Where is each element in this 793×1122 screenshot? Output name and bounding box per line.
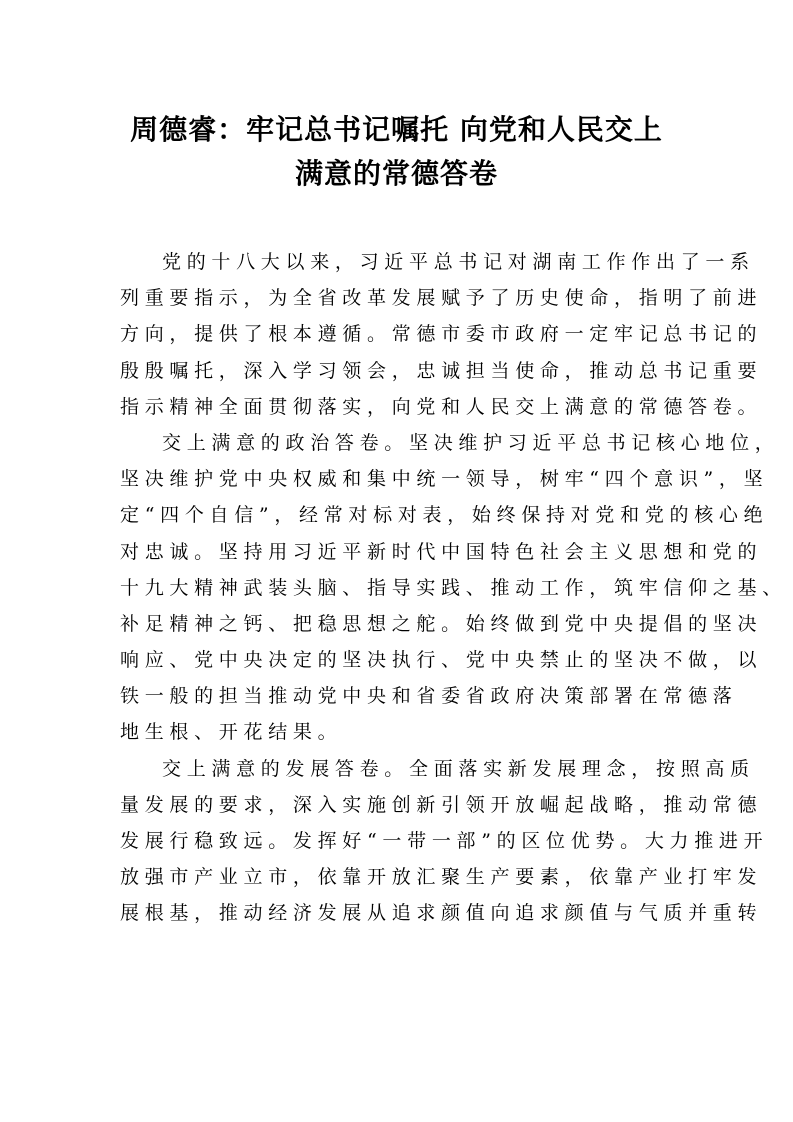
text-line: 殷殷嘱托，深入学习领会，忠诚担当使命，推动总书记重要 xyxy=(120,359,763,382)
title-line-1: 周德睿：牢记总书记嘱托 向党和人民交上 xyxy=(130,113,663,146)
text-line: 量发展的要求，深入实施创新引领开放崛起战略，推动常德 xyxy=(120,793,763,816)
text-line: 地生根、开花结果。 xyxy=(120,721,343,744)
paragraph-political xyxy=(120,425,787,751)
text-line: 补足精神之钙、把稳思想之舵。始终做到党中央提倡的坚决 xyxy=(120,612,763,635)
text-line: 展根基，推动经济发展从追求颜值向追求颜值与气质并重转 xyxy=(120,902,763,925)
title-line-2: 满意的常德答卷 xyxy=(294,157,498,190)
text-line: 对忠诚。坚持用习近平新时代中国特色社会主义思想和党的 xyxy=(120,540,763,563)
text-line: 响应、党中央决定的坚决执行、党中央禁止的坚决不做，以 xyxy=(120,649,763,672)
document-body xyxy=(120,244,787,932)
text-line: 交上满意的政治答卷。坚决维护习近平总书记核心地位， xyxy=(162,431,780,454)
paragraph-intro xyxy=(120,244,763,425)
document-title xyxy=(100,108,693,196)
text-line: 党的十八大以来，习近平总书记对湖南工作作出了一系 xyxy=(162,251,755,273)
text-line: 交上满意的发展答卷。全面落实新发展理念，按照高质 xyxy=(162,757,755,780)
text-line: 方向，提供了根本遵循。常德市委市政府一定牢记总书记的 xyxy=(120,323,763,346)
text-line: 定“四个自信”，经常对标对表，始终保持对党和党的核心绝 xyxy=(120,504,769,527)
paragraph-development xyxy=(120,751,769,932)
text-line: 铁一般的担当推动党中央和省委省政府决策部署在常德落 xyxy=(120,685,738,708)
text-line: 发展行稳致远。发挥好“一带一部”的区位优势。大力推进开 xyxy=(120,830,769,852)
text-line: 指示精神全面贯彻落实，向党和人民交上满意的常德答卷。 xyxy=(120,395,763,418)
text-line: 十九大精神武装头脑、指导实践、推动工作，筑牢信仰之基、 xyxy=(120,576,787,599)
text-line: 坚决维护党中央权威和集中统一领导，树牢“四个意识”，坚 xyxy=(120,468,769,491)
text-line: 列重要指示，为全省改革发展赋予了历史使命，指明了前进 xyxy=(120,287,763,310)
text-line: 放强市产业立市，依靠开放汇聚生产要素，依靠产业打牢发 xyxy=(120,866,763,889)
